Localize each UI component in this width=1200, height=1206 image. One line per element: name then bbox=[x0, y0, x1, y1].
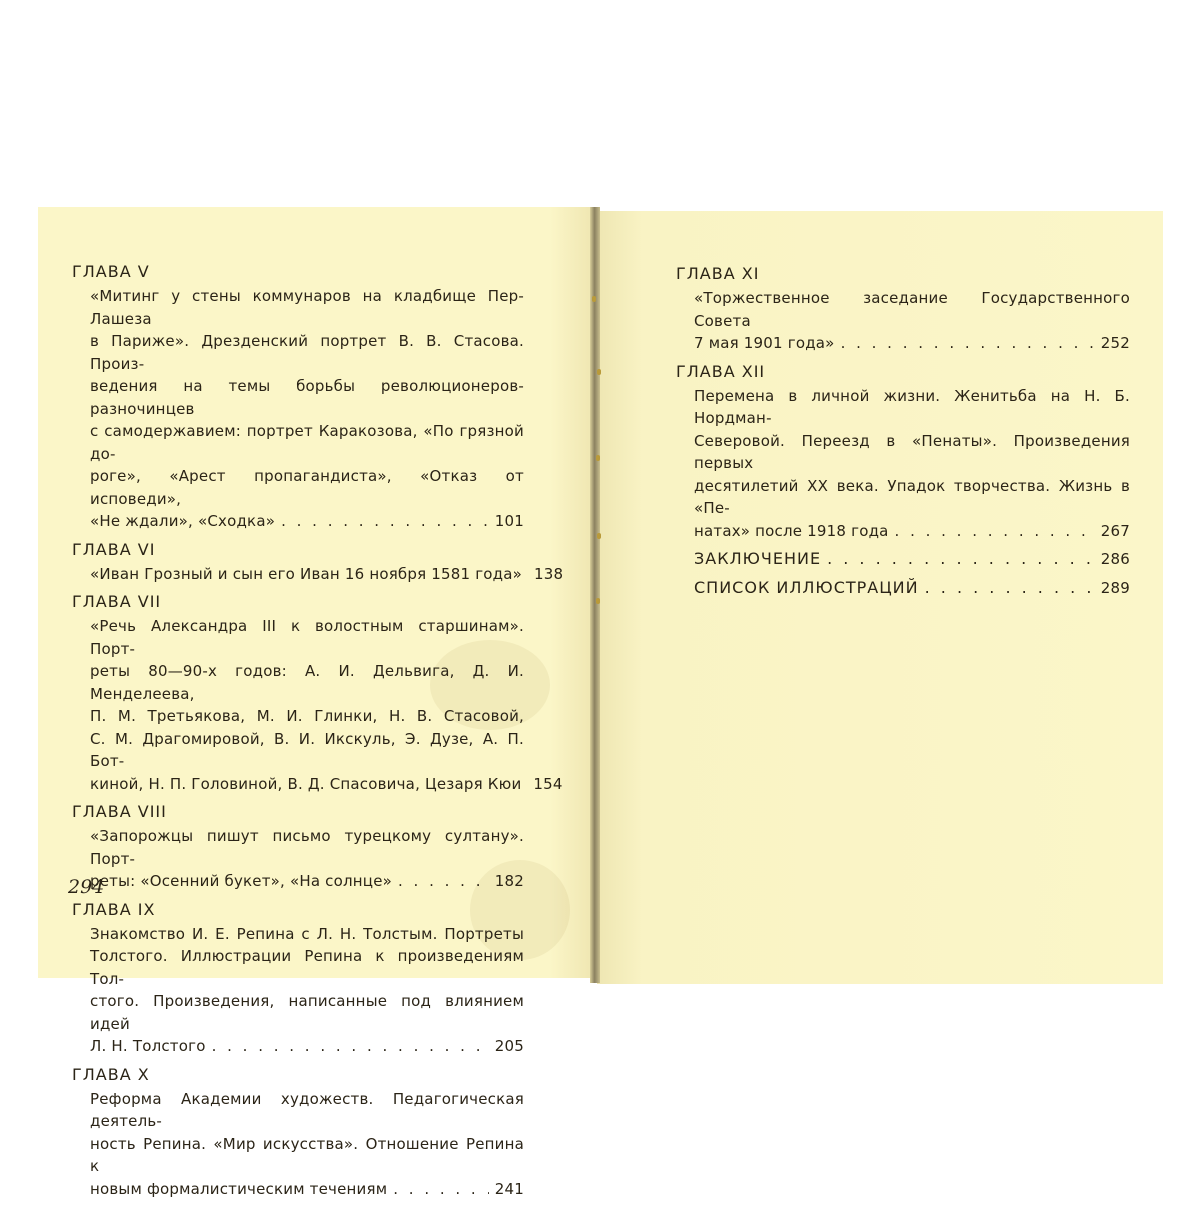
text-line: «Речь Александра III к волостным старшинам». Порт- bbox=[90, 617, 524, 658]
page-ref: 154 bbox=[533, 774, 563, 793]
book-gutter bbox=[590, 207, 600, 983]
right-toc bbox=[676, 263, 1130, 605]
dot-leader bbox=[827, 548, 1095, 571]
chapter-description bbox=[72, 615, 563, 795]
chapter-description bbox=[72, 1088, 524, 1201]
chapter-heading: ГЛАВА V bbox=[72, 262, 150, 281]
text-line: «Не ждали», «Сходка» bbox=[90, 512, 276, 530]
dot-leader bbox=[895, 520, 1095, 543]
dot-leader bbox=[925, 577, 1095, 600]
chapter-heading: ГЛАВА XI bbox=[676, 264, 760, 283]
dot-leader bbox=[398, 870, 489, 893]
chapter-description bbox=[72, 285, 524, 533]
toc-entry-line[interactable] bbox=[90, 870, 524, 893]
toc-chapter-11 bbox=[676, 263, 1130, 355]
conclusion-label: ЗАКЛЮЧЕНИЕ bbox=[694, 549, 822, 568]
toc-entry-line[interactable] bbox=[90, 1178, 524, 1201]
text-line: ведения на темы борьбы революционеров-разночинцев bbox=[90, 377, 524, 418]
toc-entry-line[interactable] bbox=[90, 773, 563, 796]
text-line: с самодержавием: портрет Каракозова, «По грязной до- bbox=[90, 422, 524, 463]
page-number: 294 bbox=[68, 876, 105, 898]
page-ref: 205 bbox=[494, 1037, 524, 1055]
text-line: новым формалистическим течениям bbox=[90, 1179, 388, 1198]
chapter-heading: ГЛАВА VI bbox=[72, 539, 156, 559]
toc-conclusion[interactable] bbox=[676, 548, 1130, 571]
toc-chapter-8 bbox=[72, 801, 524, 893]
text-line: реты 80—90-х годов: А. И. Дельвига, Д. И. Менделеева, bbox=[90, 662, 524, 703]
text-line: «Иван Грозный и сын его Иван 16 ноября 1581 года» bbox=[90, 564, 523, 583]
page-ref: 182 bbox=[494, 872, 524, 890]
binding-mark bbox=[597, 533, 601, 539]
text-line: в Париже». Дрезденский портрет В. В. Стасова. Произ- bbox=[90, 332, 524, 373]
illustrations-label: СПИСОК ИЛЛЮСТРАЦИЙ bbox=[694, 577, 919, 597]
chapter-description bbox=[72, 825, 524, 893]
dot-leader bbox=[281, 510, 489, 533]
text-line: Знакомство И. Е. Репина с Л. Н. Толстым. Портреты bbox=[90, 924, 524, 943]
toc-chapter-6 bbox=[72, 539, 564, 586]
binding-mark bbox=[596, 598, 600, 604]
text-line: Перемена в личной жизни. Женитьба на Н. Б. Нордман- bbox=[694, 386, 1130, 427]
chapter-heading: ГЛАВА VII bbox=[72, 592, 162, 611]
text-line: С. М. Драгомировой, В. И. Икскуль, Э. Дузе, А. П. Бот- bbox=[90, 729, 524, 770]
text-line: натах» после 1918 года bbox=[694, 521, 889, 540]
binding-mark bbox=[596, 455, 600, 461]
chapter-heading: ГЛАВА VIII bbox=[72, 802, 167, 821]
page-ref: 286 bbox=[1100, 550, 1130, 568]
chapter-description bbox=[72, 563, 564, 586]
left-toc bbox=[72, 261, 564, 1206]
page-ref: 241 bbox=[494, 1179, 524, 1198]
text-line: киной, Н. П. Головиной, В. Д. Спасовича, Цезаря Кюи bbox=[90, 774, 522, 793]
binding-mark bbox=[597, 369, 601, 375]
chapter-heading: ГЛАВА IX bbox=[72, 899, 156, 919]
text-line: «Запорожцы пишут письмо турецкому султану». Порт- bbox=[90, 827, 524, 868]
toc-entry-line[interactable] bbox=[90, 1035, 524, 1058]
page-ref: 101 bbox=[494, 512, 524, 530]
toc-entry-line[interactable] bbox=[90, 510, 524, 533]
text-line: реты: «Осенний букет», «На солнце» bbox=[90, 872, 393, 890]
page-ref: 289 bbox=[1100, 578, 1130, 597]
toc-illustrations[interactable] bbox=[676, 577, 1130, 600]
page-ref: 267 bbox=[1100, 521, 1130, 540]
toc-chapter-5 bbox=[72, 261, 524, 533]
text-line: ность Репина. «Мир искусства». Отношение Репина к bbox=[90, 1134, 524, 1175]
text-line: «Торжественное заседание Государственного Совета bbox=[694, 289, 1130, 330]
binding-mark bbox=[592, 296, 596, 302]
toc-chapter-7 bbox=[72, 591, 563, 795]
dot-leader bbox=[393, 1178, 489, 1201]
chapter-heading: ГЛАВА XII bbox=[676, 361, 766, 381]
text-line: Л. Н. Толстого bbox=[90, 1037, 206, 1055]
text-line: роге», «Арест пропагандиста», «Отказ от исповеди», bbox=[90, 467, 524, 508]
text-line: П. М. Третьякова, М. И. Глинки, Н. В. Стасовой, bbox=[90, 707, 524, 725]
text-line: «Митинг у стены коммунаров на кладбище Пер-Лашеза bbox=[90, 287, 524, 328]
text-line: Северовой. Переезд в «Пенаты». Произведения первых bbox=[694, 431, 1130, 472]
text-line: Реформа Академии художеств. Педагогическая деятель- bbox=[90, 1089, 524, 1130]
chapter-description bbox=[676, 385, 1130, 543]
toc-chapter-9 bbox=[72, 899, 524, 1058]
page-ref: 252 bbox=[1100, 334, 1130, 352]
text-line: десятилетий XX века. Упадок творчества. Жизнь в «Пе- bbox=[694, 476, 1130, 517]
chapter-description bbox=[676, 287, 1130, 355]
page-ref: 138 bbox=[534, 564, 564, 583]
chapter-description bbox=[72, 923, 524, 1058]
dot-leader bbox=[841, 332, 1095, 355]
toc-entry-line[interactable] bbox=[694, 332, 1130, 355]
toc-entry-line[interactable] bbox=[694, 520, 1130, 543]
dot-leader bbox=[212, 1035, 489, 1058]
text-line: 7 мая 1901 года» bbox=[694, 334, 835, 352]
toc-chapter-12 bbox=[676, 361, 1130, 543]
text-line: Толстого. Иллюстрации Репина к произведениям Тол- bbox=[90, 947, 524, 988]
chapter-heading: ГЛАВА X bbox=[72, 1064, 150, 1084]
toc-entry-line[interactable] bbox=[90, 563, 564, 586]
text-line: стого. Произведения, написанные под влиянием идей bbox=[90, 992, 524, 1033]
toc-chapter-10 bbox=[72, 1064, 524, 1201]
